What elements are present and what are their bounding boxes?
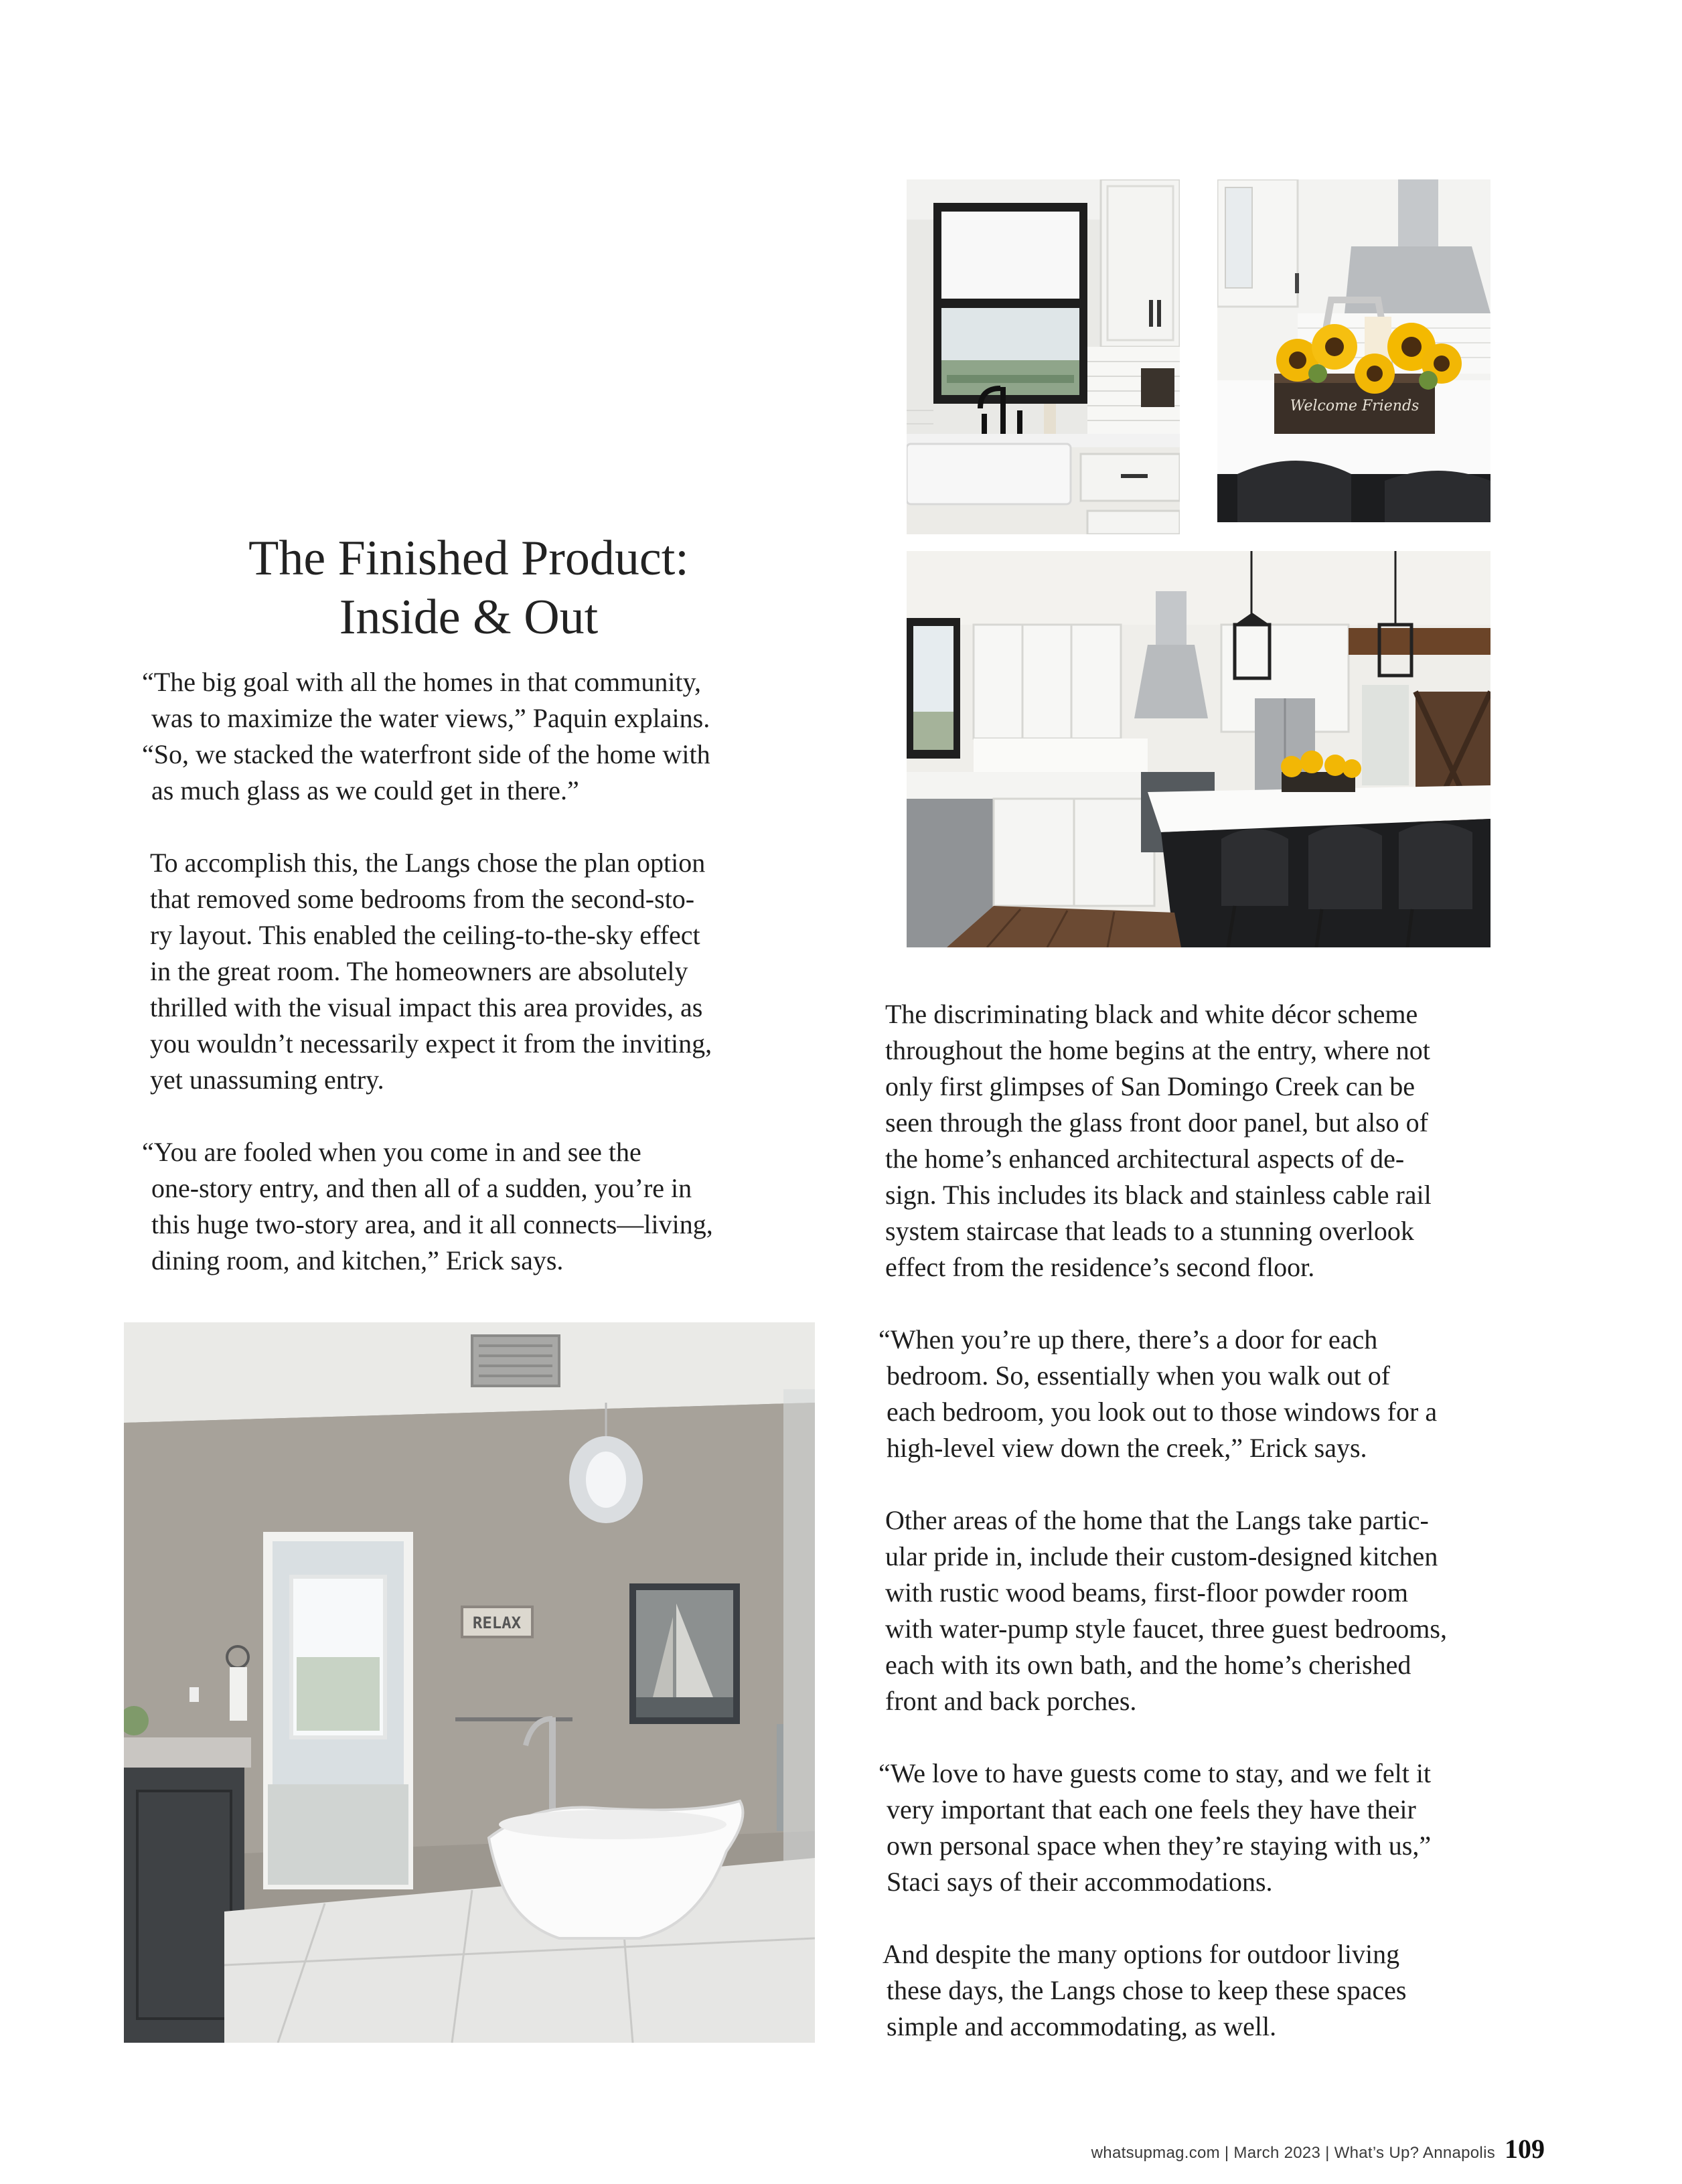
text-line: with rustic wood beams, first-floor powder room — [885, 1577, 1408, 1608]
text-line: these days, the Langs chose to keep these spaces — [887, 1975, 1407, 2005]
text-line: each bedroom, you look out to those windows for a — [887, 1397, 1438, 1427]
text-line: high-level view down the creek,” Erick says. — [887, 1433, 1367, 1463]
text-line: “You are fooled when you come in and see the — [142, 1137, 641, 1167]
paragraph — [142, 1134, 818, 1279]
paragraph — [878, 1322, 1548, 1466]
text-line: Other areas of the home that the Langs take partic- — [885, 1505, 1429, 1535]
text-line: dining room, and kitchen,” Erick says. — [151, 1245, 564, 1275]
text-line: bedroom. So, essentially when you walk out of — [887, 1360, 1391, 1391]
text-line: each with its own bath, and the home’s cherished — [885, 1650, 1411, 1680]
text-line: own personal space when they’re staying with us,” — [887, 1830, 1432, 1861]
text-line: the home’s enhanced architectural aspects of de- — [885, 1144, 1405, 1174]
text-line: only first glimpses of San Domingo Creek can be — [885, 1071, 1415, 1101]
text-line: that removed some bedrooms from the second-sto- — [150, 884, 695, 914]
article-heading — [121, 529, 817, 647]
text-line: with water-pump style faucet, three guest bedrooms, — [885, 1614, 1447, 1644]
photo-kitchen-sink-window — [907, 179, 1180, 534]
text-line: this huge two-story area, and it all connects—living, — [151, 1209, 713, 1239]
page-number: 109 — [1505, 2134, 1545, 2164]
paragraph — [878, 1936, 1548, 2045]
footer-publication-info: whatsupmag.com | March 2023 | What’s Up? Annapolis — [1091, 2144, 1495, 2162]
relax-sign-text: RELAX — [472, 1614, 522, 1632]
right-text-column — [878, 996, 1548, 2081]
heading-line: Inside & Out — [339, 590, 599, 645]
text-line: “The big goal with all the homes in that community, — [142, 667, 702, 697]
text-line: yet unassuming entry. — [150, 1065, 384, 1095]
text-line: system staircase that leads to a stunning overlook — [885, 1216, 1414, 1246]
text-line: To accomplish this, the Langs chose the plan option — [150, 848, 706, 878]
text-line: “When you’re up there, there’s a door for each — [878, 1324, 1378, 1354]
photo-kitchen-island — [907, 551, 1490, 947]
text-line: one-story entry, and then all of a sudden, you’re in — [151, 1173, 692, 1203]
left-text-column — [142, 664, 818, 1315]
text-line: throughout the home begins at the entry, where not — [885, 1035, 1430, 1065]
text-line: sign. This includes its black and stainless cable rail — [885, 1180, 1432, 1210]
photo-sunflower-centerpiece — [1217, 179, 1490, 522]
heading-line: The Finished Product: — [248, 531, 689, 586]
text-line: in the great room. The homeowners are absolutely — [150, 956, 688, 986]
paragraph — [878, 1756, 1548, 1900]
page-footer — [1091, 2133, 1545, 2167]
paragraph — [142, 664, 818, 809]
paragraph — [878, 1502, 1548, 1719]
text-line: “So, we stacked the waterfront side of the home with — [142, 739, 710, 769]
text-line: “We love to have guests come to stay, and we felt it — [878, 1758, 1432, 1788]
text-line: front and back porches. — [885, 1686, 1137, 1716]
text-line: The discriminating black and white décor scheme — [885, 999, 1418, 1029]
text-line: simple and accommodating, as well. — [887, 2011, 1277, 2041]
paragraph — [142, 845, 818, 1098]
text-line: ry layout. This enabled the ceiling-to-the-sky effect — [150, 920, 700, 950]
text-line: as much glass as we could get in there.” — [151, 775, 579, 805]
centerpiece-sign-text: Welcome Friends — [1290, 398, 1420, 414]
text-line: thrilled with the visual impact this area provides, as — [150, 992, 703, 1022]
text-line: ular pride in, include their custom-designed kitchen — [885, 1541, 1438, 1571]
text-line: Staci says of their accommodations. — [887, 1867, 1273, 1897]
text-line: very important that each one feels they have their — [887, 1794, 1416, 1824]
paragraph — [878, 996, 1548, 1285]
photo-bathroom-tub — [124, 1322, 815, 2043]
text-line: seen through the glass front door panel, but also of — [885, 1107, 1428, 1138]
text-line: you wouldn’t necessarily expect it from the inviting, — [150, 1028, 712, 1059]
text-line: effect from the residence’s second floor. — [885, 1252, 1315, 1282]
text-line: And despite the many options for outdoor living — [883, 1939, 1400, 1969]
text-line: was to maximize the water views,” Paquin explains. — [151, 703, 710, 733]
